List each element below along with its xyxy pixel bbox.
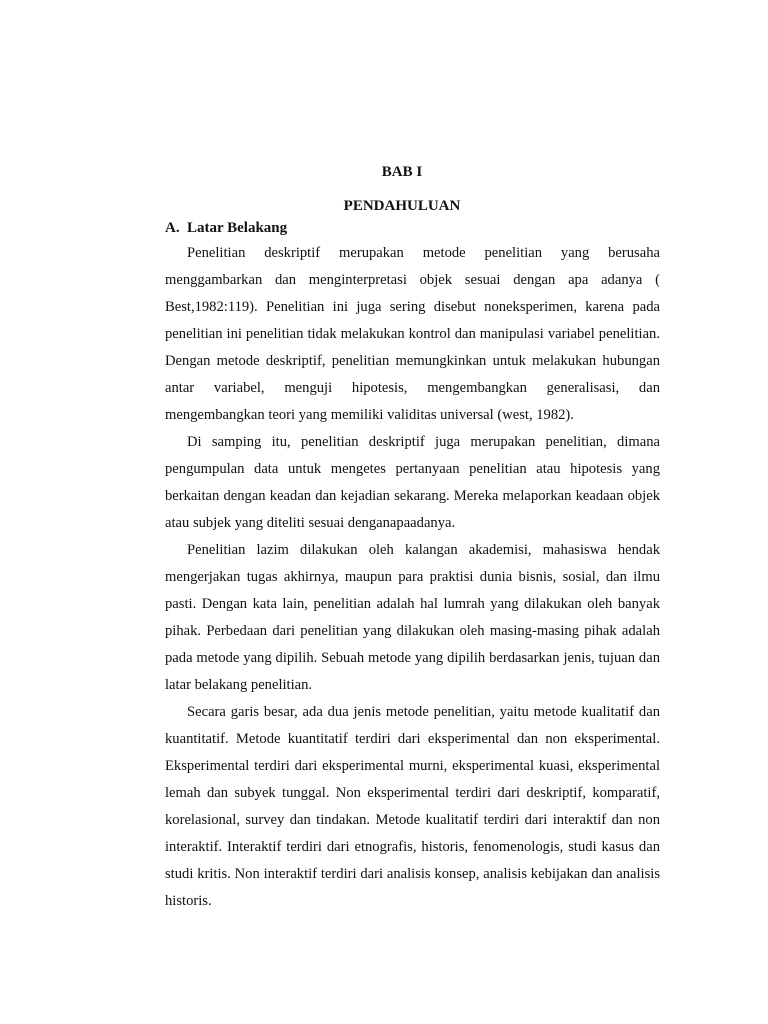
section-title: Latar Belakang [187,220,288,236]
chapter-number: BAB I [381,164,423,180]
paragraph-2: Di samping itu, penelitian deskriptif juga merupakan penelitian, dimana pengumpulan data untuk mengetes pertanyaan penelitian atau hipotesis yang berkaitan dengan keadan dan kejadian sekarang. Mereka melaporkan keadaan objek atau subjek yang diteliti sesuai denganapaadanya. [165,434,660,531]
paragraph-3: Penelitian lazim dilakukan oleh kalangan akademisi, mahasiswa hendak mengerjakan tugas akhirnya, maupun para praktisi dunia bisnis, sosial, dan ilmu pasti. Dengan kata lain, penelitian adalah hal lumrah yang dilakukan oleh banyak pihak. Perbedaan dari penelitian yang dilakukan oleh masing-masing pihak adalah pada metode yang dipilih. Sebuah metode yang dipilih berdasarkan jenis, tujuan dan latar belakang penelitian. [165,542,660,693]
chapter-title: PENDAHULUAN [343,198,461,214]
section-letter: A. [165,220,180,236]
section-heading [165,218,639,238]
paragraph-4: Secara garis besar, ada dua jenis metode penelitian, yaitu metode kualitatif dan kuantitatif. Metode kuantitatif terdiri dari eksperimental dan non eksperimental. Eksperimental terdiri dari eksperimental murni, eksperimental kuasi, eksperimental lemah dan subyek tunggal. Non eksperimental terdiri dari deskriptif, komparatif, korelasional, survey dan tindakan. Metode kualitatif terdiri dari interaktif dan non interaktif. Interaktif terdiri dari etnografis, historis, fenomenologis, studi kasus dan studi kritis. Non interaktif terdiri dari analisis konsep, analisis kebijakan dan analisis historis. [165,704,660,909]
paragraph-1: Penelitian deskriptif merupakan metode penelitian yang berusaha menggambarkan dan menginterpretasi objek sesuai dengan apa adanya ( Best,1982:119). Penelitian ini juga sering disebut noneksperimen, karena pada penelitian ini penelitian tidak melakukan kontrol dan manipulasi variabel penelitian. Dengan metode deskriptif, penelitian memungkinkan untuk melakukan hubungan antar variabel, menguji hipotesis, mengembangkan generalisasi, dan mengembangkan teori yang memiliki validitas universal (west, 1982). [165,245,660,423]
body-text [165,240,660,915]
